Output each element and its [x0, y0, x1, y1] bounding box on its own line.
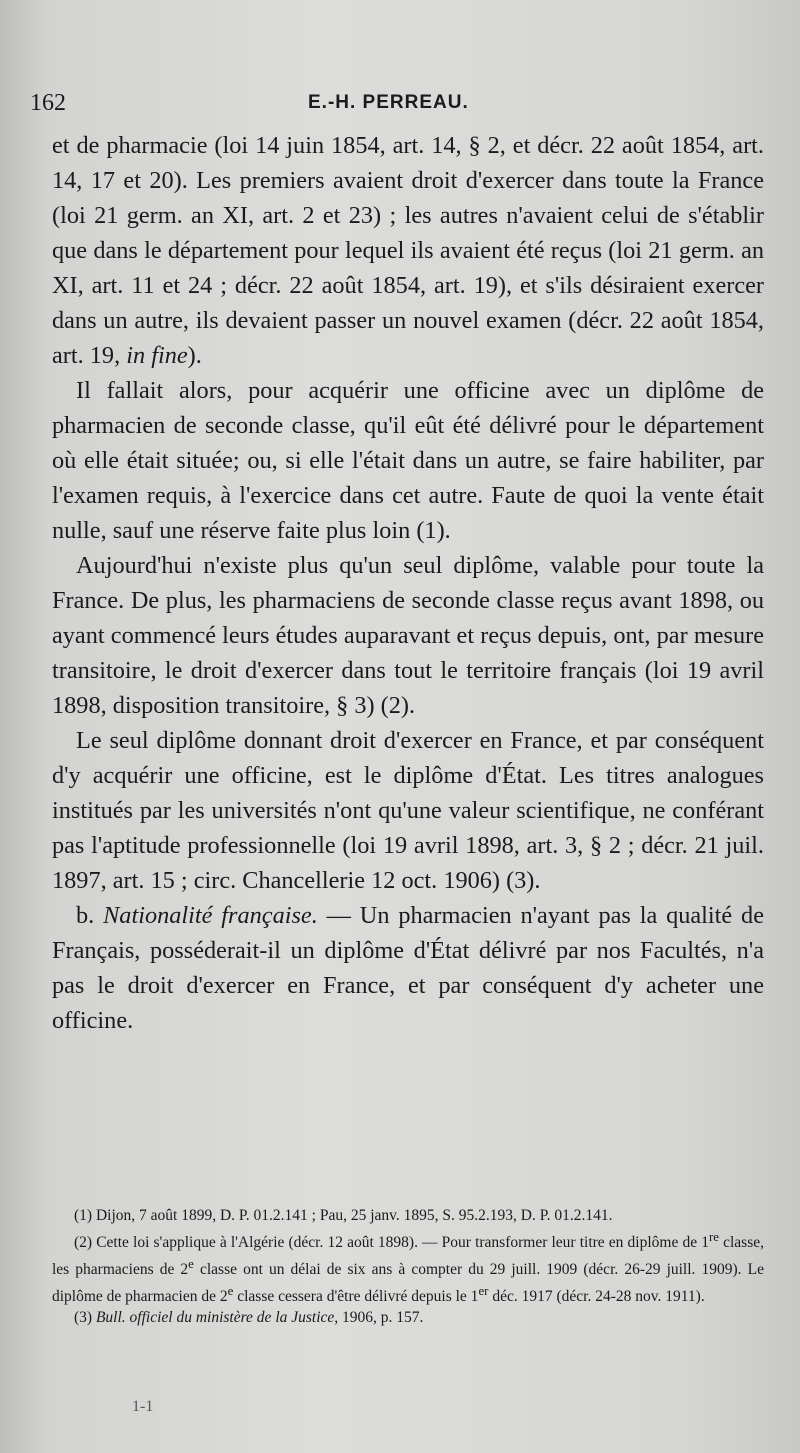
footnote-2-end: déc. 1917 (décr. 24-28 nov. 1911).: [488, 1288, 705, 1306]
footnotes: [52, 1205, 764, 1328]
footnote-3-italic: Bull. officiel du ministère de la Justice,: [95, 1309, 339, 1327]
body-text: [52, 128, 764, 1038]
footnote-3-end: 1906, p. 157.: [338, 1309, 424, 1327]
footnote-2-mid-3: classe cessera d'être délivré depuis le 1: [233, 1288, 479, 1306]
paragraph-5-text: — Un pharmacien n'ayant pas la qualité de Français, posséderait-il un diplôme d'État délivré par nos Facultés, n'a pas le droit d'exercer en France, et par conséquent d'y acheter une officine.: [52, 902, 764, 1034]
paragraph-4: Le seul diplôme donnant droit d'exercer en France, et par conséquent d'y acquérir une officine, est le diplôme d'État. Les titres analogues institués par les universités n'ont qu'une valeur scientifique, ne conférant pas l'aptitude professionnelle (loi 19 avril 1898, art. 3, § 2 ; décr. 21 juil. 1897, art. 15 ; circ. Chancellerie 12 oct. 1906) (3).: [52, 727, 764, 894]
footnote-2-sup-3: e: [227, 1283, 234, 1299]
paragraph-1-italic: in fine: [126, 342, 188, 369]
paragraph-1: [52, 128, 764, 373]
running-head: E.-H. PERREAU.: [308, 92, 469, 113]
footnote-2-sup-1: re: [708, 1229, 719, 1244]
paragraph-1-text: et de pharmacie (loi 14 juin 1854, art. 14, § 2, et décr. 22 août 1854, art. 14, 17 et 20). Les premiers avaient droit d'exercer dans toute la France (loi 21 germ. an XI, art. 2 et 23) ; les autres n'avaient celui de s'établir que dans le département pour lequel ils avaient été reçus (loi 21 germ. an XI, art. 11 et 24 ; décr. 22 août 1854, art. 19), et s'ils désiraient exercer dans un autre, ils devaient passer un nouvel examen (décr. 22 août 1854, art. 19,: [52, 132, 764, 369]
footnote-3: [52, 1307, 764, 1328]
paragraph-3: Aujourd'hui n'existe plus qu'un seul diplôme, valable pour toute la France. De plus, les pharmaciens de seconde classe reçus avant 1898, ou ayant commencé leurs études auparavant et reçus depuis, ont, par mesure transitoire, le droit d'exercer dans tout le territoire français (loi 19 avril 1898, disposition transitoire, § 3) (2).: [52, 552, 764, 719]
paragraph-2: Il fallait alors, pour acquérir une officine avec un diplôme de pharmacien de seconde classe, qu'il eût été délivré pour le département où elle était située; ou, si elle l'était dans un autre, se faire habiliter, par l'examen requis, à l'exercice dans cet autre. Faute de quoi la vente était nulle, sauf une réserve faite plus loin (1).: [52, 377, 764, 544]
paragraph-5-italic: Nationalité française.: [103, 902, 318, 929]
footnote-3-number: (3): [74, 1309, 93, 1327]
footnote-2-sup-4: er: [478, 1283, 489, 1299]
page-header: [30, 90, 800, 120]
paragraph-5: [52, 898, 764, 1038]
footnote-2: [52, 1226, 764, 1307]
footnote-2-mid-1: classe, les pharmaciens de 2: [52, 1234, 765, 1279]
signature-mark: 1-1: [132, 1398, 154, 1415]
footnote-1: (1) Dijon, 7 août 1899, D. P. 01.2.141 ; Pau, 25 janv. 1895, S. 95.2.193, D. P. 01.2.141.: [74, 1207, 613, 1224]
footnote-2-mid-2: classe ont un délai de six ans à compter du 29 juill. 1909 (décr. 26-29 juill. 1909). Le diplôme de pharmacien de 2: [52, 1261, 764, 1306]
paragraph-5-label: b.: [76, 902, 95, 929]
page-number: 162: [30, 90, 66, 116]
footnote-2-start: (2) Cette loi s'applique à l'Algérie (décr. 12 août 1898). — Pour transformer leur titre en diplôme de 1: [74, 1234, 709, 1252]
paragraph-1-end: ).: [187, 342, 202, 369]
footnote-2-sup-2: e: [188, 1256, 194, 1272]
